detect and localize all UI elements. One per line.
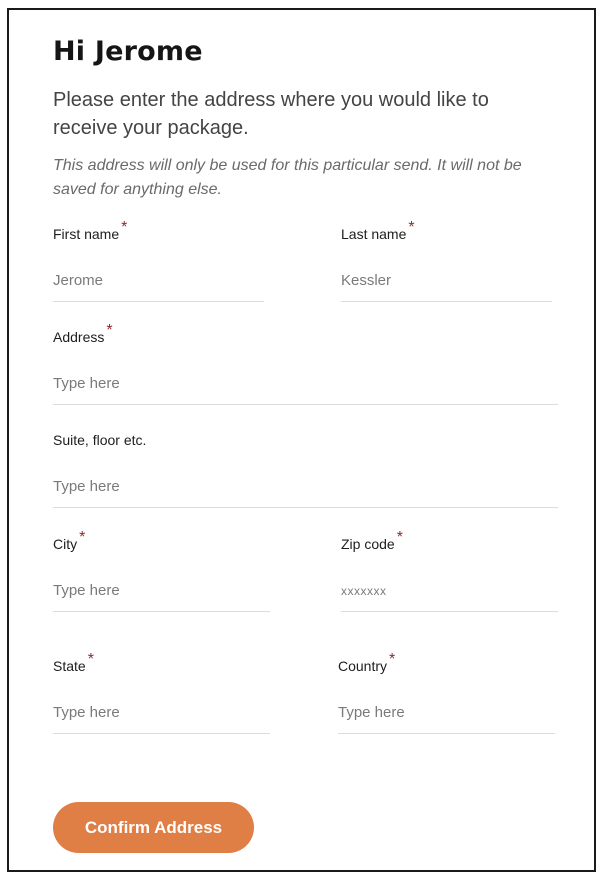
city-label: City * <box>53 529 86 552</box>
country-field <box>338 651 555 734</box>
first-name-label: First name * <box>53 219 128 242</box>
first-name-field <box>53 219 264 302</box>
zip-code-input[interactable] <box>341 582 558 612</box>
required-marker: * <box>79 529 86 546</box>
last-name-label: Last name * <box>341 219 415 242</box>
required-marker: * <box>106 322 113 339</box>
confirm-address-button[interactable]: Confirm Address <box>53 802 254 853</box>
required-marker: * <box>389 651 396 668</box>
last-name-field <box>341 219 552 302</box>
city-field <box>53 529 270 612</box>
address-label: Address * <box>53 322 113 345</box>
suite-field <box>53 432 558 508</box>
city-input[interactable] <box>53 582 270 612</box>
state-input[interactable] <box>53 704 270 734</box>
required-marker: * <box>408 219 415 236</box>
state-label: State * <box>53 651 94 674</box>
required-marker: * <box>121 219 128 236</box>
greeting-title: Hi Jerome <box>53 36 203 67</box>
intro-text: Please enter the address where you would like to receive your package. <box>53 89 489 139</box>
required-marker: * <box>396 529 403 546</box>
privacy-note: This address will only be used for this particular send. It will not be saved for anything else. <box>53 157 522 198</box>
first-name-input[interactable] <box>53 272 264 302</box>
address-input[interactable] <box>53 375 558 405</box>
address-field <box>53 322 558 405</box>
country-input[interactable] <box>338 704 555 734</box>
suite-label: Suite, floor etc. <box>53 432 147 448</box>
state-field <box>53 651 270 734</box>
zip-code-field <box>341 529 558 612</box>
required-marker: * <box>87 651 94 668</box>
suite-input[interactable] <box>53 478 558 508</box>
country-label: Country * <box>338 651 396 674</box>
last-name-input[interactable] <box>341 272 552 302</box>
zip-code-label: Zip code * <box>341 529 403 552</box>
